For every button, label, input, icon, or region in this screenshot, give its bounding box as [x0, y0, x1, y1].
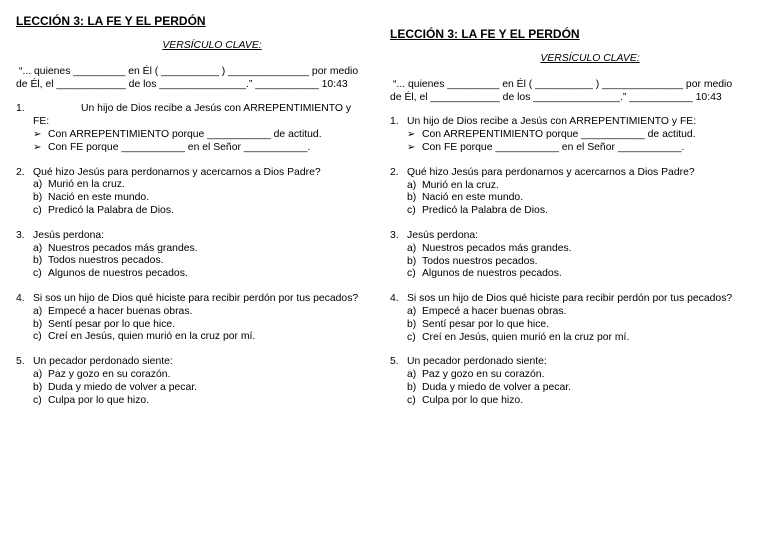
question-4 — [16, 293, 368, 344]
answer-option: a) Paz y gozo en su corazón. — [33, 368, 171, 380]
answer-option: a) Murió en la cruz. — [407, 179, 499, 191]
answer-option: ➢ Con FE porque ___________ en el Señor ___________. — [407, 141, 685, 153]
answer-option: ➢ Con ARREPENTIMIENTO porque ___________ de actitud. — [33, 128, 322, 140]
question-number: 4. — [16, 292, 25, 304]
worksheet-right — [390, 27, 750, 408]
verse-line-2: de Él, el ____________ de los _______________.” ___________ 10:43 — [16, 78, 348, 90]
question-text: Qué hizo Jesús para perdonarnos y acercarnos a Dios Padre? — [33, 166, 321, 178]
answer-option: a) Nuestros pecados más grandes. — [407, 242, 572, 254]
answer-option: a) Empecé a hacer buenas obras. — [407, 305, 567, 317]
question-number: 5. — [390, 356, 399, 368]
answer-option: b) Nació en este mundo. — [407, 192, 524, 204]
answer-option: c) Culpa por lo que hizo. — [33, 394, 150, 406]
arrow-bullet-icon: ➢ — [407, 129, 416, 141]
question-text: Un pecador perdonado siente: — [407, 356, 547, 368]
question-number: 1. — [16, 103, 25, 115]
arrow-bullet-icon: ➢ — [33, 128, 42, 140]
worksheet-left — [16, 14, 368, 407]
question-1 — [16, 103, 368, 154]
arrow-bullet-icon: ➢ — [407, 141, 416, 153]
answer-option: a) Paz y gozo en su corazón. — [407, 369, 545, 381]
question-number: 5. — [16, 356, 25, 368]
answer-option: c) Creí en Jesús, quien murió en la cruz por mí. — [407, 331, 630, 343]
answer-option: b) Duda y miedo de volver a pecar. — [33, 381, 198, 393]
answer-option: c) Algunos de nuestros pecados. — [33, 268, 188, 280]
question-3 — [390, 230, 750, 281]
answer-option: a) Nuestros pecados más grandes. — [33, 242, 198, 254]
verse-line-1: “... quienes _________ en Él ( __________ ) ______________ por medio — [393, 78, 733, 90]
question-5 — [390, 356, 750, 407]
verse-heading: VERSÍCULO CLAVE: — [162, 40, 262, 51]
verse-line-1: “... quienes _________ en Él ( __________ ) ______________ por medio — [19, 65, 359, 77]
question-4 — [390, 293, 750, 344]
question-text: Qué hizo Jesús para perdonarnos y acercarnos a Dios Padre? — [407, 166, 695, 178]
key-verse — [390, 79, 750, 105]
question-text: Un pecador perdonado siente: — [33, 356, 173, 368]
answer-option: c) Creí en Jesús, quien murió en la cruz por mí. — [33, 331, 256, 343]
answer-option: c) Predicó la Palabra de Dios. — [33, 204, 174, 216]
answer-option: b) Sentí pesar por lo que hice. — [407, 318, 550, 330]
answer-option: b) Duda y miedo de volver a pecar. — [407, 381, 572, 393]
answer-option: a) Empecé a hacer buenas obras. — [33, 305, 193, 317]
answer-option: b) Sentí pesar por lo que hice. — [33, 318, 176, 330]
question-3 — [16, 230, 368, 281]
answer-option: b) Todos nuestros pecados. — [407, 255, 538, 267]
question-1 — [390, 116, 750, 154]
verse-heading: VERSÍCULO CLAVE: — [540, 53, 640, 64]
answer-option: ➢ Con ARREPENTIMIENTO porque ___________ de actitud. — [407, 129, 696, 141]
question-number: 4. — [390, 293, 399, 305]
question-2 — [16, 167, 368, 218]
answer-option: c) Predicó la Palabra de Dios. — [407, 205, 548, 217]
answer-option: b) Nació en este mundo. — [33, 192, 150, 204]
question-2 — [390, 167, 750, 218]
question-number: 3. — [390, 229, 399, 241]
answer-option: ➢ Con FE porque ___________ en el Señor ___________. — [33, 141, 311, 153]
question-number: 2. — [390, 166, 399, 178]
question-number: 3. — [16, 229, 25, 241]
question-number: 1. — [390, 116, 399, 128]
question-text: Si sos un hijo de Dios qué hiciste para recibir perdón por tus pecados? — [407, 293, 733, 305]
answer-option: c) Algunos de nuestros pecados. — [407, 268, 562, 280]
question-text: Un hijo de Dios recibe a Jesús con ARREPENTIMIENTO y FE: — [33, 103, 352, 128]
key-verse — [16, 66, 368, 92]
question-number: 2. — [16, 166, 25, 178]
lesson-title: LECCIÓN 3: LA FE Y EL PERDÓN — [390, 27, 580, 41]
question-text: Un hijo de Dios recibe a Jesús con ARREPENTIMIENTO y FE: — [407, 116, 697, 128]
answer-option: c) Culpa por lo que hizo. — [407, 394, 524, 406]
question-text: Jesús perdona: — [33, 229, 105, 241]
answer-option: b) Todos nuestros pecados. — [33, 255, 164, 267]
lesson-title: LECCIÓN 3: LA FE Y EL PERDÓN — [16, 14, 206, 28]
arrow-bullet-icon: ➢ — [33, 141, 42, 153]
question-text: Jesús perdona: — [407, 229, 479, 241]
verse-line-2: de Él, el ____________ de los _______________.” ___________ 10:43 — [390, 91, 722, 103]
answer-option: a) Murió en la cruz. — [33, 179, 125, 191]
question-5 — [16, 356, 368, 407]
question-text: Si sos un hijo de Dios qué hiciste para recibir perdón por tus pecados? — [33, 292, 359, 304]
